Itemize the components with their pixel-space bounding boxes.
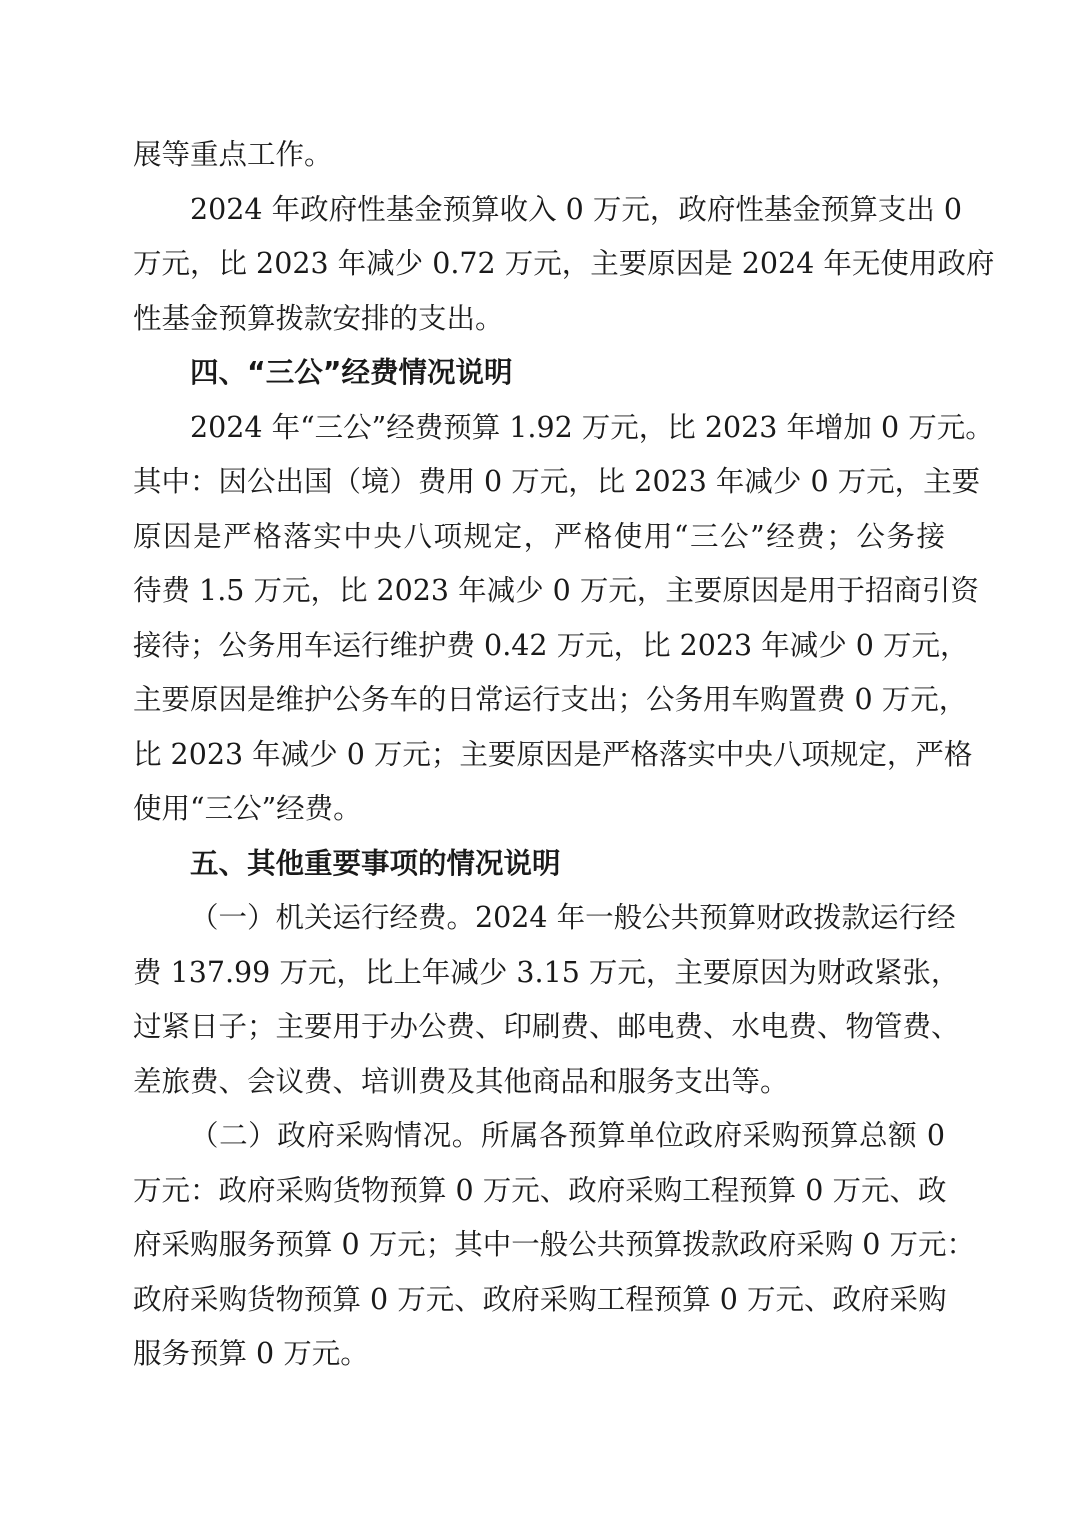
text-line: （一）机关运行经费。2024 年一般公共预算财政拨款运行经	[190, 901, 956, 934]
text-line: 府采购服务预算 0 万元；其中一般公共预算拨款政府采购 0 万元：	[133, 1228, 976, 1261]
text-line: 差旅费、会议费、培训费及其他商品和服务支出等。	[133, 1064, 789, 1098]
section-heading-four: 四、“三公”经费情况说明	[190, 356, 513, 389]
text-line: 主要原因是维护公务车的日常运行支出；公务用车购置费 0 万元，	[133, 683, 968, 716]
text-line: 比 2023 年减少 0 万元；主要原因是严格落实中央八项规定，严格	[133, 737, 973, 771]
text-line: 过紧日子；主要用于办公费、印刷费、邮电费、水电费、物管费、	[133, 1010, 960, 1043]
text-line: （二）政府采购情况。所属各预算单位政府采购预算总额 0	[190, 1119, 945, 1152]
text-line: 2024 年“三公”经费预算 1.92 万元，比 2023 年增加 0 万元。	[190, 410, 994, 444]
text-line: 接待；公务用车运行维护费 0.42 万元，比 2023 年减少 0 万元，	[133, 628, 969, 662]
text-line: 政府采购货物预算 0 万元、政府采购工程预算 0 万元、政府采购	[133, 1282, 947, 1316]
text-line: 展等重点工作。	[133, 138, 333, 171]
document-body	[133, 128, 995, 1382]
text-line: 其中：因公出国（境）费用 0 万元，比 2023 年减少 0 万元，主要	[133, 465, 981, 498]
text-line: 待费 1.5 万元，比 2023 年减少 0 万元，主要原因是用于招商引资	[133, 574, 979, 607]
text-line: 使用“三公”经费。	[133, 792, 362, 825]
text-line: 万元，比 2023 年减少 0.72 万元，主要原因是 2024 年无使用政府	[133, 247, 995, 280]
section-heading-five: 五、其他重要事项的情况说明	[190, 846, 561, 880]
text-line: 万元：政府采购货物预算 0 万元、政府采购工程预算 0 万元、政	[133, 1173, 947, 1207]
text-line: 原因是严格落实中央八项规定，严格使用“三公”经费；公务接	[133, 519, 945, 553]
text-line: 服务预算 0 万元。	[133, 1337, 369, 1370]
text-line: 费 137.99 万元，比上年减少 3.15 万元，主要原因为财政紧张，	[133, 955, 960, 989]
text-line: 2024 年政府性基金预算收入 0 万元，政府性基金预算支出 0	[190, 192, 963, 226]
text-line: 性基金预算拨款安排的支出。	[133, 301, 504, 335]
